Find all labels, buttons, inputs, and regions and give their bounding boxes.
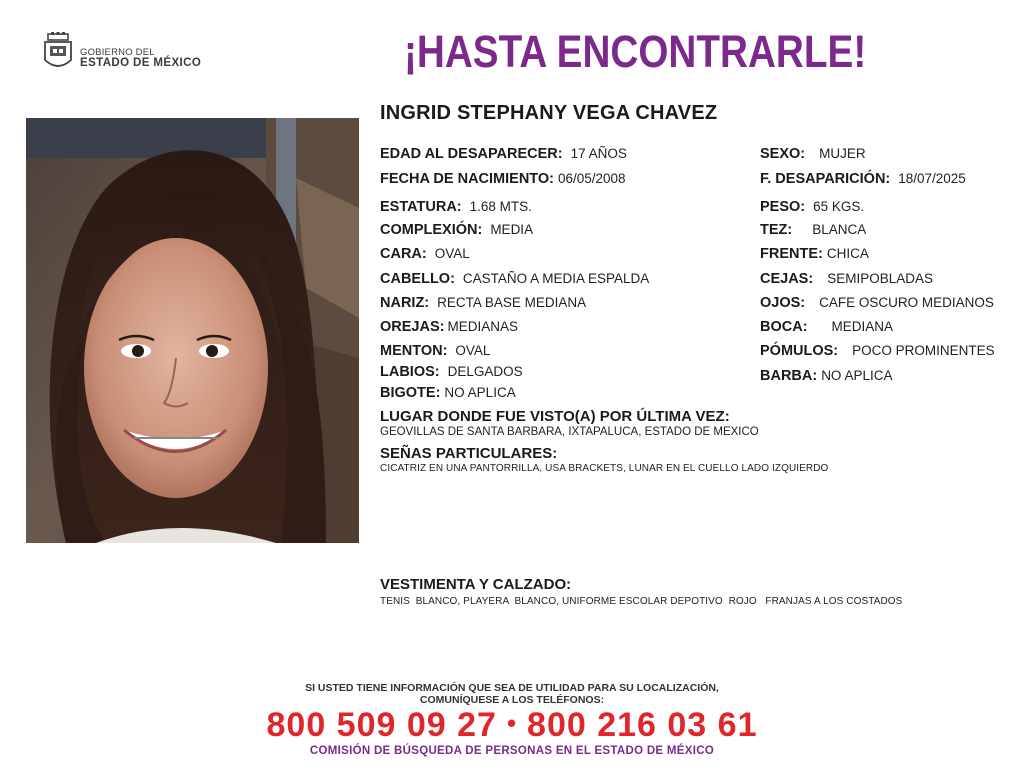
field-disappearance-date — [760, 171, 966, 187]
field-label: CARA: — [380, 246, 427, 262]
field-value: CHICA — [826, 246, 869, 261]
field-cheekbones — [760, 343, 995, 359]
field-chin — [380, 343, 490, 359]
marks-value: CICATRIZ EN UNA PANTORRILLA, USA BRACKETS, LUNAR EN EL CUELLO LADO IZQUIERDO — [380, 463, 829, 474]
field-label: BARBA: — [760, 368, 818, 384]
person-photo — [26, 118, 359, 543]
field-face — [380, 246, 470, 262]
field-value: 06/05/2008 — [558, 171, 626, 186]
field-label: PESO: — [760, 199, 806, 215]
field-label: COMPLEXIÓN: — [380, 222, 483, 238]
field-value: BLANCA — [812, 222, 867, 237]
field-mustache — [380, 385, 516, 401]
field-label: EDAD AL DESAPARECER: — [380, 146, 563, 162]
field-label: FRENTE: — [760, 246, 823, 262]
field-value: MEDIANAS — [447, 319, 518, 334]
field-label: OREJAS: — [380, 319, 445, 335]
field-label: CABELLO: — [380, 271, 455, 287]
logo-line-1: GOBIERNO DEL — [80, 47, 155, 58]
field-label: ESTATURA: — [380, 199, 462, 215]
field-label: FECHA DE NACIMIENTO: — [380, 171, 554, 187]
field-label: NARIZ: — [380, 295, 430, 311]
field-label: PÓMULOS: — [760, 343, 839, 359]
field-beard — [760, 368, 892, 384]
contact-line-1: SI USTED TIENE INFORMACIÓN QUE SEA DE UTILIDAD PARA SU LOCALIZACIÓN, — [305, 682, 719, 694]
field-nose — [380, 295, 586, 311]
field-value: NO APLICA — [444, 385, 516, 400]
logo-line-2: ESTADO DE MÉXICO — [80, 57, 202, 69]
field-value: 18/07/2025 — [898, 171, 966, 186]
field-label: SEXO: — [760, 146, 806, 162]
field-label: F. DESAPARICIÓN: — [760, 171, 891, 187]
field-eyebrows — [760, 271, 933, 287]
government-name — [80, 48, 201, 68]
field-value: RECTA BASE MEDIANA — [437, 295, 587, 310]
field-value: MEDIA — [490, 222, 534, 237]
field-sex — [760, 146, 866, 162]
field-mouth — [760, 319, 893, 335]
field-value: POCO PROMINENTES — [852, 343, 995, 358]
phone-2[interactable]: 800 216 03 61 — [527, 706, 758, 744]
phone-1[interactable]: 800 509 09 27 — [266, 706, 497, 744]
last-seen-value: GEOVILLAS DE SANTA BARBARA, IXTAPALUCA, ESTADO DE MEXICO — [380, 426, 759, 438]
person-name: INGRID STEPHANY VEGA CHAVEZ — [380, 102, 718, 124]
field-complexion — [760, 222, 866, 238]
field-birthdate — [380, 171, 626, 187]
last-seen-title: LUGAR DONDE FUE VISTO(A) POR ÚLTIMA VEZ: — [380, 408, 730, 425]
field-height — [380, 199, 532, 215]
field-value: 1.68 MTS. — [469, 199, 532, 214]
field-build — [380, 222, 533, 238]
field-age — [380, 146, 627, 162]
contact-line-2: COMUNÍQUESE A LOS TELÉFONOS: — [419, 694, 605, 706]
field-weight — [760, 199, 864, 215]
field-value: DELGADOS — [447, 364, 523, 379]
field-value: CAFE OSCURO MEDIANOS — [819, 295, 994, 310]
field-value: 17 AÑOS — [570, 146, 627, 161]
phone-numbers — [0, 706, 1024, 745]
field-eyes — [760, 295, 994, 311]
field-value: CASTAÑO A MEDIA ESPALDA — [462, 271, 650, 286]
field-hair — [380, 271, 649, 287]
field-value: NO APLICA — [821, 368, 893, 383]
field-label: OJOS: — [760, 295, 806, 311]
photo-illustration — [26, 118, 359, 543]
field-value: OVAL — [434, 246, 470, 261]
field-label: BOCA: — [760, 319, 808, 335]
government-logo — [42, 32, 202, 76]
field-value: SEMIPOBLADAS — [827, 271, 933, 286]
phone-separator: • — [506, 708, 518, 738]
clothing-value: TENIS BLANCO, PLAYERA BLANCO, UNIFORME ESCOLAR DEPOTIVO ROJO FRANJAS A LOS COSTADOS — [380, 596, 903, 607]
field-lips — [380, 364, 523, 380]
marks-title: SEÑAS PARTICULARES: — [380, 445, 558, 462]
field-value: MUJER — [819, 146, 866, 161]
field-label: BIGOTE: — [380, 385, 441, 401]
field-label: LABIOS: — [380, 364, 440, 380]
contact-instructions — [0, 682, 1024, 706]
field-forehead — [760, 246, 869, 262]
field-value: 65 KGS. — [813, 199, 865, 214]
agency-name: COMISIÓN DE BÚSQUEDA DE PERSONAS EN EL ESTADO DE MÉXICO — [309, 745, 715, 757]
headline: ¡HASTA ENCONTRARLE! — [404, 26, 867, 77]
field-value: MEDIANA — [831, 319, 894, 334]
field-ears — [380, 319, 518, 335]
field-label: MENTON: — [380, 343, 448, 359]
state-emblem-icon — [42, 32, 74, 72]
field-label: CEJAS: — [760, 271, 814, 287]
field-value: OVAL — [455, 343, 491, 358]
field-label: TEZ: — [760, 222, 793, 238]
clothing-title: VESTIMENTA Y CALZADO: — [380, 576, 572, 593]
